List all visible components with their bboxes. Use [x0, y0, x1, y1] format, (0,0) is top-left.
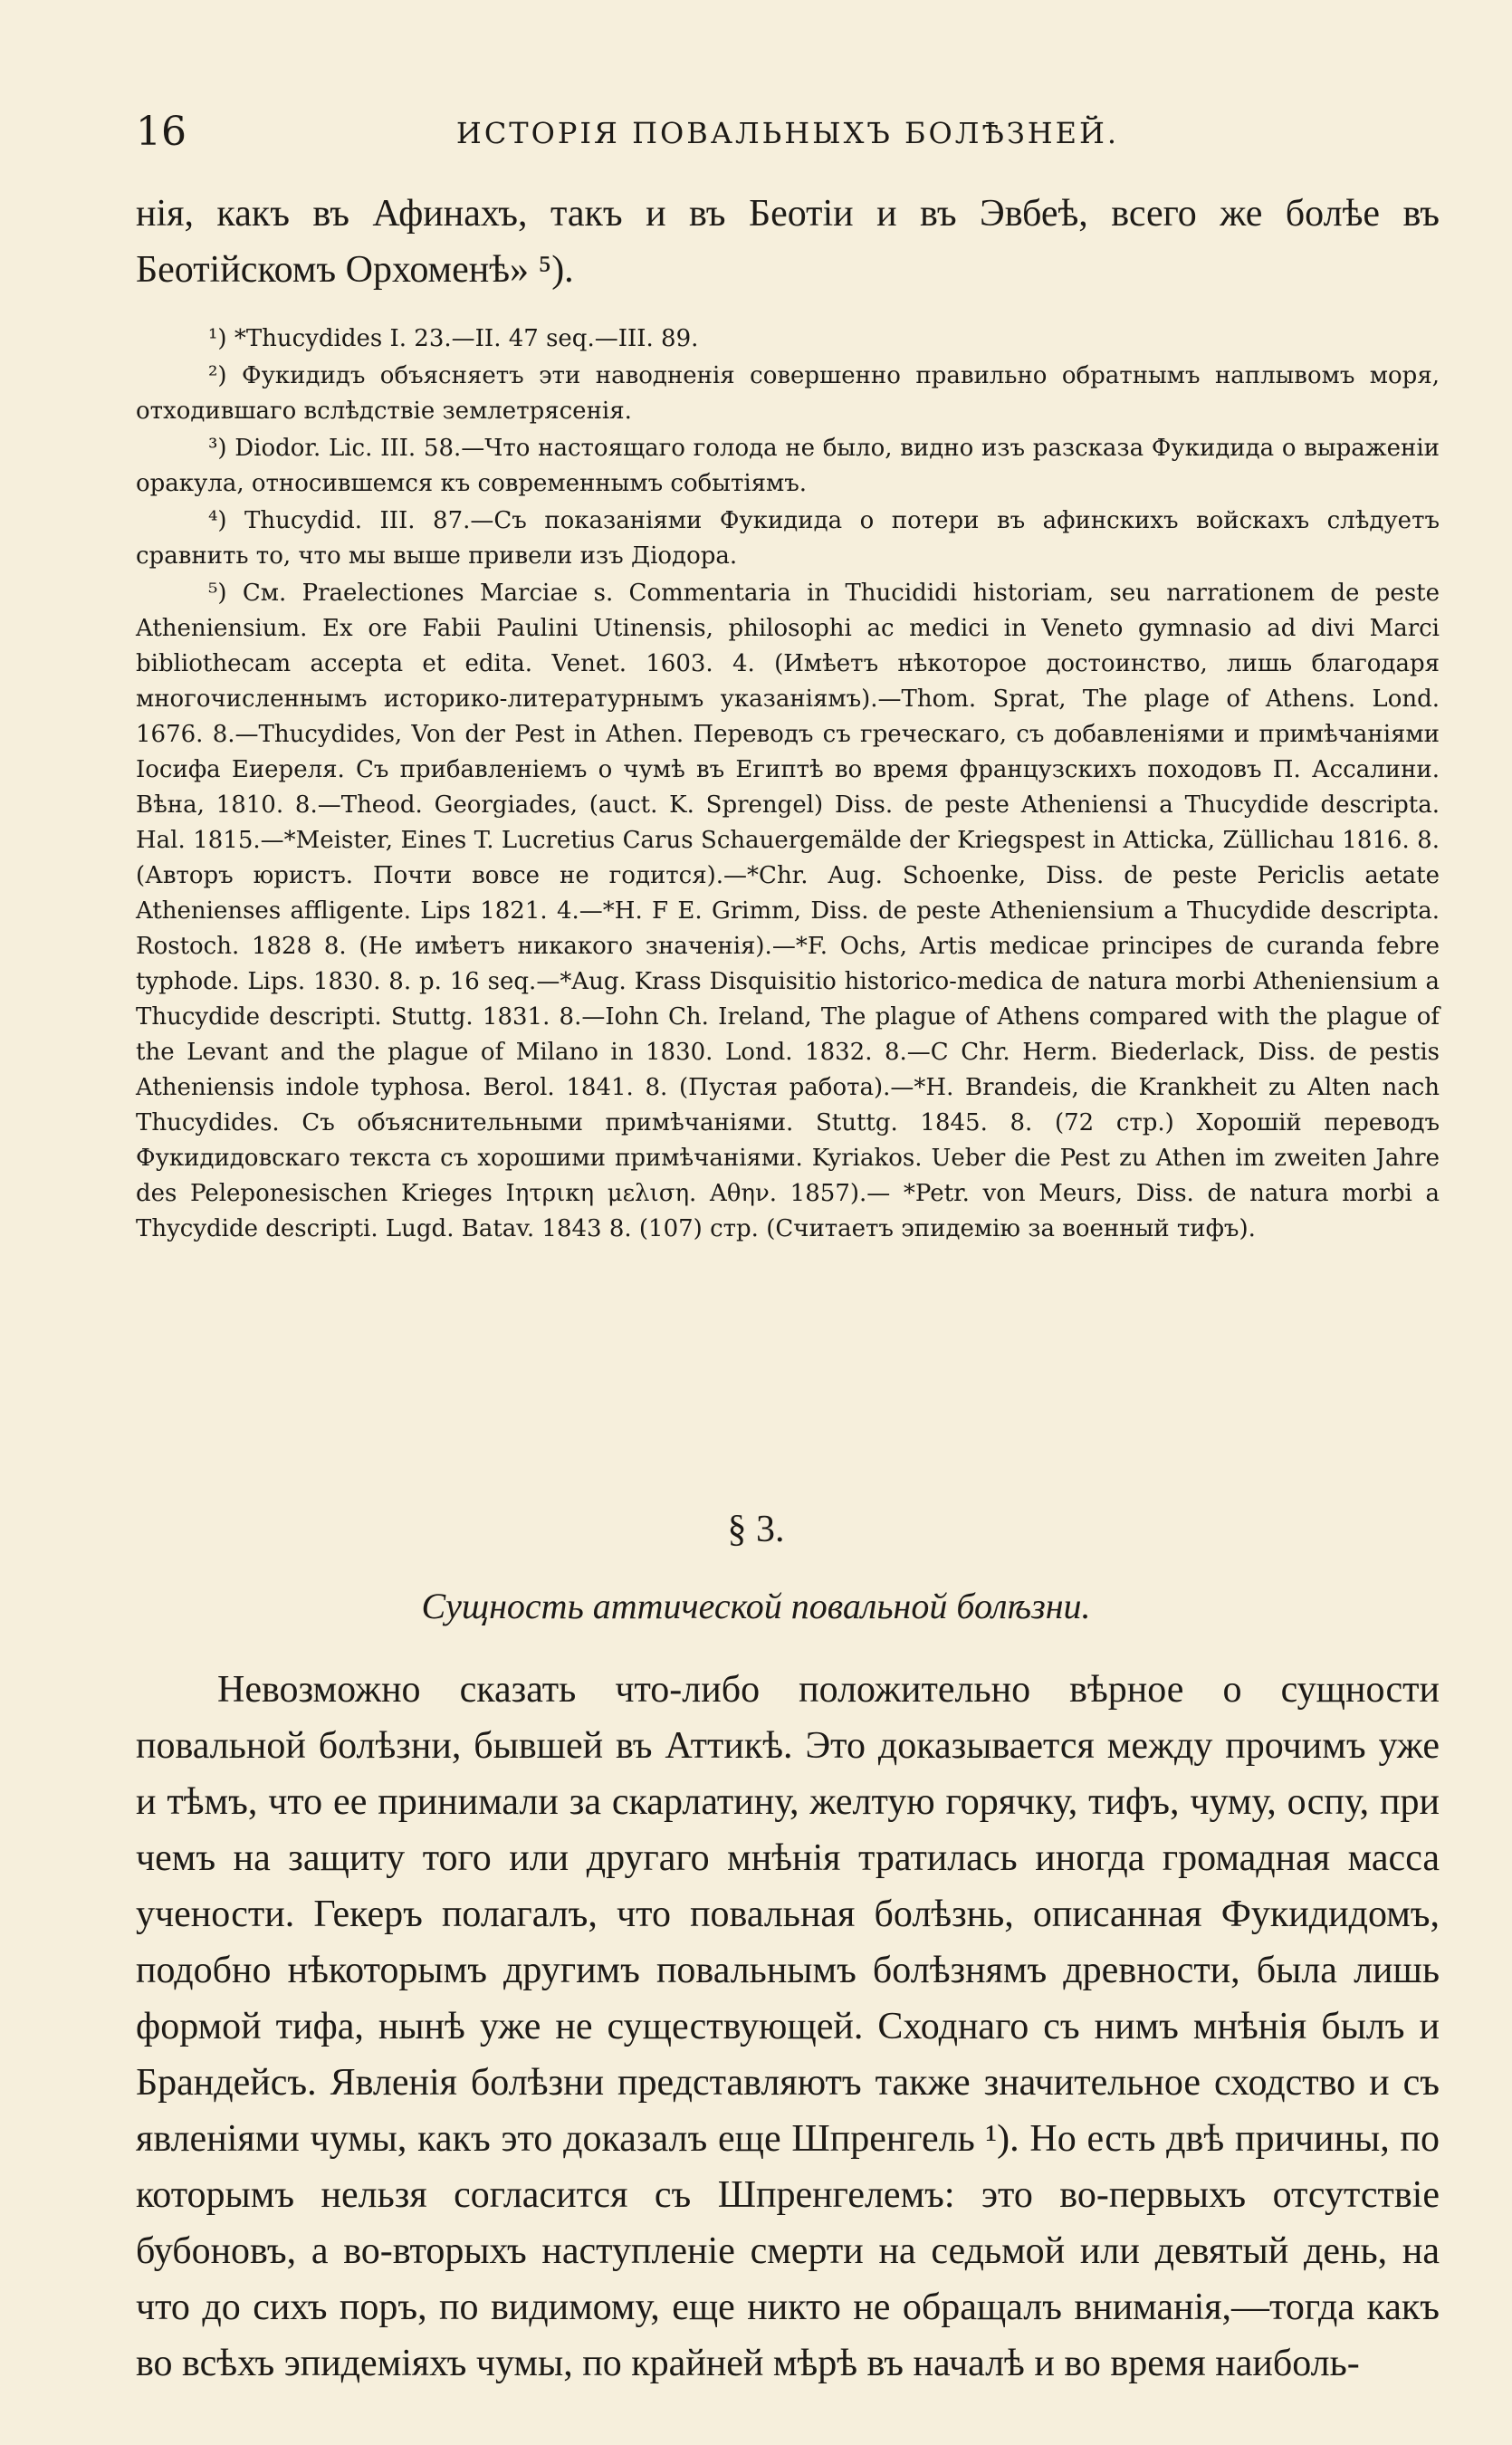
section-number: § 3.	[727, 1509, 785, 1550]
footnotes	[136, 321, 1440, 1247]
footnote-3: ³) Diodor. Lic. III. 58.—Что настоящаго голода не было, видно изъ разсказа Фукидида о выраженіи оракула, относившемся къ современнымъ событіямъ.	[136, 435, 1440, 497]
page-number: 16	[136, 109, 187, 155]
footnote-5: ⁵) См. Praelectiones Marciae s. Commentaria in Thucididi historiam, seu narrationem de peste Atheniensium. Ex ore Fabii Paulini Utinensis, philosophi ac medici in Veneto gymnasio ad divi Marci bibliothecam accepta et edita. Venet. 1603. 4. (Имѣетъ нѣкоторое достоинство, лишь благодаря многочисленнымъ историко-литературнымъ указаніямъ).—Thom. Sprat, The plage of Athens. Lond. 1676. 8.—Thucydides, Von der Pest in Athen. Переводъ съ греческаго, съ добавленіями и примѣчаніями Іосифа Еиереля. Съ прибавленіемъ о чумѣ въ Египтѣ во время французскихъ походовъ П. Ассалини. Вѣна, 1810. 8.—Theod. Georgiades, (auct. K. Sprengel) Diss. de peste Atheniensi a Thucydide descripta. Hal. 1815.—*Meister, Eines T. Lucretius Carus Schauergemälde der Kriegspest in Atticka, Züllichau 1816. 8. (Авторъ юристъ. Почти вовсе не годится).—*Chr. Aug. Schoenke, Diss. de peste Periclis aetate Athenienses affligente. Lips 1821. 4.—*H. F E. Grimm, Diss. de peste Atheniensium a Thucydide descripta. Rostoch. 1828 8. (Не имѣетъ никакого значенія).—*F. Ochs, Artis medicae principes de curanda febre typhode. Lips. 1830. 8. p. 16 seq.—*Aug. Krass Disquisitio historico-medica de natura morbi Atheniensium a Thucydide descripti. Stuttg. 1831. 8.—Iohn Ch. Ireland, The plague of Athens compared with the plague of the Levant and the plague of Milano in 1830. Lond. 1832. 8.—C Chr. Herm. Biederlack, Diss. de pestis Atheniensis indole typhosa. Berol. 1841. 8. (Пустая работа).—*H. Brandeis, die Krankheit zu Alten nach Thucydides. Съ объяснительными примѣчаніями. Stuttg. 1845. 8. (72 стр.) Хорошій переводъ Фукидидовскаго текста съ хорошими примѣчаніями. Kyriakos. Ueber die Pest zu Athen im zweiten Jahre des Peleponesischen Krieges Ιητρικη μελιση. Αθην. 1857).— *Petr. von Meurs, Diss. de natura morbi a Thycydide descripti. Lugd. Batav. 1843 8. (107) стр. (Считаетъ эпидемію за военный тифъ).	[136, 580, 1440, 1242]
main-paragraph: Невозможно сказать что-либо положительно вѣрное о сущности повальной болѣзни, бывшей въ Аттикѣ. Это доказывается между прочимъ уже и тѣмъ, что ее принимали за скарлатину, желтую горячку, тифъ, чуму, оспу, при чемъ на защиту того или другаго мнѣнія тратилась иногда громадная масса учености. Гекеръ полагалъ, что повальная болѣзнь, описанная Фукидидомъ, подобно нѣкоторымъ другимъ повальнымъ болѣзнямъ древности, была лишь формой тифа, нынѣ уже не существующей. Сходнаго съ нимъ мнѣнія былъ и Брандейсъ. Явленія болѣзни представляютъ также значительное сходство и съ явленіями чумы, какъ это доказалъ еще Шпренгель ¹). Но есть двѣ причины, по которымъ нельзя согласится съ Шпренгелемъ: это во-первыхъ отсутствіе бубоновъ, а во-вторыхъ наступленіе смерти на седьмой или девятый день, на что до сихъ поръ, по видимому, еще никто не обращалъ вниманія,—тогда какъ во всѣхъ эпидеміяхъ чумы, по крайней мѣрѣ въ началѣ и во время наиболь-	[136, 1669, 1440, 2384]
page-header	[136, 109, 1440, 163]
footnote-1: ¹) *Thucydides I. 23.—II. 47 seq.—III. 89.	[208, 325, 699, 352]
footnote-4: ⁴) Thucydid. III. 87.—Съ показаніями Фукидида о потери въ афинскихъ войскахъ слѣдуетъ сравнить то, что мы выше привели изъ Діодора.	[136, 507, 1440, 570]
running-title: ИСТОРІЯ ПОВАЛЬНЫХЪ БОЛѢЗНЕЙ.	[455, 116, 1120, 150]
section-title: Сущность аттической повальной болѣзни.	[421, 1586, 1091, 1626]
footnote-2: ²) Фукидидъ объясняетъ эти наводненія совершенно правильно обратнымъ наплывомъ моря, отходившаго вслѣдствіе землетрясенія.	[136, 362, 1440, 425]
main-body	[136, 1662, 1440, 2392]
continuation-paragraph: нія, какъ въ Афинахъ, такъ и въ Беотіи и въ Эвбеѣ, всего же болѣе въ Беотійскомъ Орхоменѣ» ⁵).	[136, 193, 1440, 291]
